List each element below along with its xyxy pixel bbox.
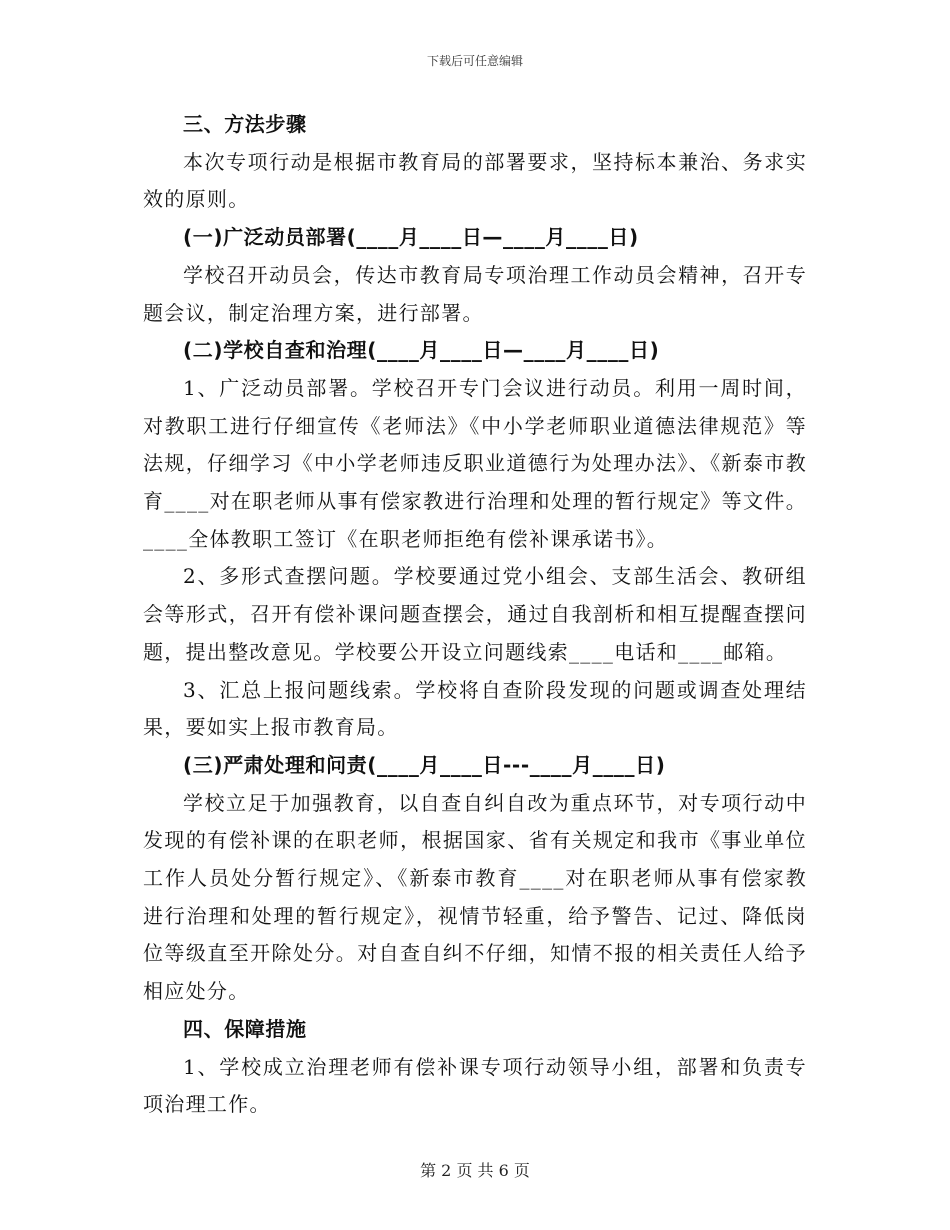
- page-number: 第 2 页 共 6 页: [420, 1161, 530, 1180]
- body-paragraph: 学校立足于加强教育，以自查自纠自改为重点环节，对专项行动中发现的有偿补课的在职老师，根据国家、省有关规定和我市《事业单位工作人员处分暂行规定》、《新泰市教育____对在职老师从事有偿家教进行治理和处理的暂行规定》，视情节轻重，给予警告、记过、降低岗位等级直至开除处分。对自查自纠不仔细，知情不报的相关责任人给予相应处分。: [143, 790, 807, 1004]
- body-paragraph: 本次专项行动是根据市教育局的部署要求，坚持标本兼治、务求实效的原则。: [143, 149, 807, 212]
- section-heading: 三、方法步骤: [183, 112, 307, 136]
- body-paragraph: 学校召开动员会，传达市教育局专项治理工作动员会精神，召开专题会议，制定治理方案，进行部署。: [143, 262, 807, 325]
- section-heading: 四、保障措施: [183, 1016, 307, 1041]
- header-note: 下载后可任意编辑: [426, 54, 523, 68]
- document-body: [143, 106, 807, 1124]
- subsection-heading: (一)广泛动员部署(____月____日—____月____日): [183, 225, 639, 250]
- body-paragraph: 1、广泛动员部署。学校召开专门会议进行动员。利用一周时间，对教职工进行仔细宣传《老师法》《中小学老师职业道德法律规范》等法规，仔细学习《中小学老师违反职业道德行为处理办法》、《新泰市教育____对在职老师从事有偿家教进行治理和处理的暂行规定》等文件。____全体教职工签订《在职老师拒绝有偿补课承诺书》。: [143, 375, 807, 551]
- subsection-heading: (三)严肃处理和问责(____月____日---____月____日): [183, 752, 666, 777]
- subsection-heading: (二)学校自查和治理(____月____日—____月____日): [183, 338, 660, 363]
- body-paragraph: 2、多形式查摆问题。学校要通过党小组会、支部生活会、教研组会等形式，召开有偿补课问题查摆会，通过自我剖析和相互提醒查摆问题，提出整改意见。学校要公开设立问题线索____电话和____邮箱。: [143, 564, 807, 664]
- body-paragraph: 1、学校成立治理老师有偿补课专项行动领导小组，部署和负责专项治理工作。: [143, 1054, 807, 1117]
- body-paragraph: 3、汇总上报问题线索。学校将自查阶段发现的问题或调查处理结果，要如实上报市教育局。: [143, 677, 807, 740]
